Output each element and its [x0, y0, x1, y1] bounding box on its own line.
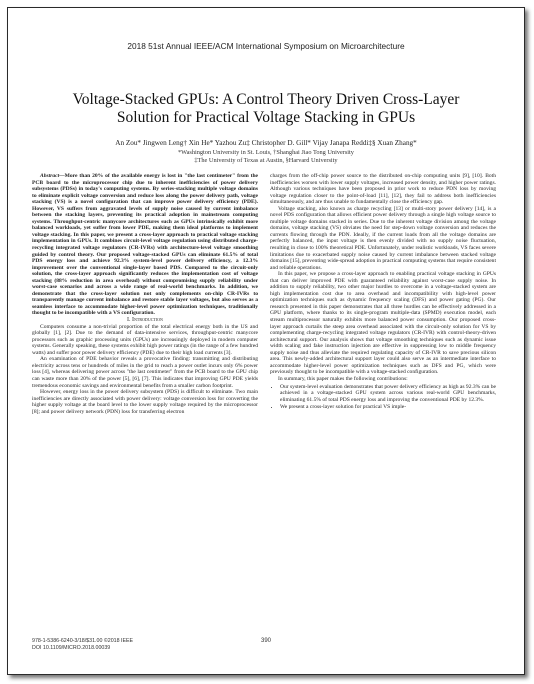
list-item: • We present a cross-layer solution for practical VS imple- [280, 404, 496, 411]
abstract-label: Abstract [40, 173, 60, 179]
intro-paragraph-2: An examination of PDE behavior reveals a provocative finding: transmitting and distributing electricity across tens or hundreds of miles in the grid to reach a power outlet incurs only 6% power loss [4], whereas delivering power across "the last centimeter" from the PCB board to the GPU chip can waste more than 20% of the power [5], [6], [7]. This indicates that improving GPU PDE yields tremendous economic savings and environmental benefits from a smaller carbon footprint. [32, 356, 258, 389]
paper-page [7, 7, 525, 675]
author-list: An Zou* Jingwen Leng† Xin He* Yazhou Zu‡ Christopher D. Gill* Vijay Janapa Reddi‡§ Xuan Zhang* [115, 139, 417, 147]
intro-paragraph-4: charges from the off-chip power source to the distributed on-chip computing units [9], [10]. Both inefficiencies worsen with lower supply voltages, increased power density, and higher power ratings. Although various techniques have been proposed in prior work to reduce PDN loss by moving voltage regulation closer to the point-of-load [11], [12], they fail to address both inefficiencies simultaneously, and are thus unable to fundamentally close the efficiency gap. [270, 173, 496, 206]
left-column [32, 173, 258, 415]
intro-paragraph-5: Voltage stacking, also known as charge recycling [13] or multi-story power delivery [14], is a novel PDS configuration that allows efficient power delivery through a single high voltage source to multiple voltage domains stacked in series. Due to the inherent voltage division among the voltage domains, voltage stacking (VS) obviates the need for step-down voltage conversion and reduces the currents flowing through the PDN. Ideally, if the current loads from all the voltage domains are perfectly balanced, the input voltage is then evenly divided with no supply noise fluctuation, resulting in close to 100% theoretical PDE. Unfortunately, under realistic workloads, VS faces severe limitations due to exacerbated supply noise caused by current imbalance between stacked voltage domains [15], preventing wide-spread adoption in practical computing systems that require consistent and reliable operations. [270, 205, 496, 271]
right-column [270, 173, 496, 412]
abstract [32, 173, 258, 317]
intro-paragraph-7: In summary, this paper makes the following contributions: [278, 375, 408, 382]
list-item: • Our system-level evaluation demonstrates that power delivery efficiency as high as 92.3% can be achieved in a voltage-stacked GPU system across various real-world GPU benchmarks, eliminating 61.5% of total PDS energy loss and improving the conventional PDE by 12.3%. [280, 384, 496, 404]
page-number: 390 [260, 638, 271, 644]
conference-header: 2018 51st Annual IEEE/ACM International Symposium on Microarchitecture [127, 41, 405, 51]
affiliation-line-1: *Washington University in St. Louis, †Shanghai Jiao Tong University [178, 149, 354, 156]
affiliation-line-2: ‡The University of Texas at Austin, §Harvard University [194, 157, 338, 164]
intro-paragraph-3: However, energy loss in the power delivery subsystem (PDS) is difficult to eliminate. Two main inefficiencies are directly associated with power delivery: voltage conversion loss for converting the higher supply voltage at the board level to the lower supply voltage required by the microprocessor [8]; and power delivery network (PDN) loss for transferring electron [32, 389, 258, 415]
section-heading-introduction: I. Introduction [127, 317, 163, 324]
title-line-2: Solution for Practical Voltage Stacking in GPUs [116, 109, 416, 126]
isbn-line: 978-1-5386-6240-3/18/$31.00 ©2018 IEEE [32, 638, 134, 644]
abstract-text: —More than 20% of the available energy is lost in "the last centimeter" from the PCB board to the microprocessor chip due to inherent inefficiencies of power delivery subsystems (PDSs) in today's computing systems. By series-stacking multiple voltage domains to eliminate explicit voltage conversion and reduce loss along the power delivery path, voltage stacking (VS) is a novel configuration that can improve power delivery efficiency (PDE). However, VS suffers from aggravated levels of supply noise caused by current imbalance between the stacking layers, preventing its practical adoption in mainstream computing systems. Throughput-centric manycore architectures such as GPUs intrinsically exhibit more balanced workloads, yet suffer from lower PDE, making them ideal platforms to implement voltage stacking. In this paper, we present a cross-layer approach to practical voltage stacking implementation in GPUs. It combines circuit-level voltage regulation using distributed charge-recycling integrated voltage regulators (CR-IVRs) with architecture-level voltage smoothing guided by control theory. Our proposed voltage-stacked GPUs can eliminate 61.5% of total PDS energy loss and achieve 92.3% system-level power delivery efficiency, a 12.3% improvement over the conventional single-layer based PDS. Compared to the circuit-only solution, the cross-layer approach significantly reduces the implementation cost of voltage stacking (88% reduction in area overhead) without compromising supply reliability under worst-case scenarios and across a wide range of real-world benchmarks. In addition, we demonstrate that the cross-layer solution not only complements on-chip CR-IVRs to transparently manage current imbalance and restore stable layer voltages, but also serves as a seamless interface to accommodate higher-level power optimization techniques, traditionally thought to be incompatible with a VS configuration. [32, 173, 258, 317]
intro-paragraph-1: Computers consume a non-trivial proportion of the total electrical energy both in the US and globally [1], [2]. Due to the demand of data-intensive services, throughput-centric manycore processors such as graphic processing units (GPUs) are increasingly deployed in modern computer systems. Generally speaking, these systems exhibit high power ratings (in the range of a few hundred watts) and suffer poor power delivery efficiency (PDE) due to their high load currents [3]. [32, 323, 258, 356]
intro-paragraph-6: In this paper, we propose a cross-layer approach to enabling practical voltage stacking in GPUs that can deliver improved PDE with guaranteed reliability against worst-case supply noise. In addition to supply reliability, two other major hurdles to overcome in a voltage-stacked system are high implementation cost due to area overhead and incompatibility with high-level power optimization techniques such as dynamic frequency scaling (DFS) and power gating (PG). Our research presented in this paper demonstrates that all three hurdles can be effectively addressed in a GPU platform, where thanks to its single-program multiple-data (SPMD) execution model, each stream multiprocessor naturally exhibits more balanced power consumption. Our proposed cross-layer approach curtails the steep area overhead associated with the circuit-only solution for VS by complementing charge-recycling integrated voltage regulators (CR-IVR) with control-theory-driven architectural support. Our analysis shows that voltage smoothing techniques such as dynamic issue width scaling and fake instruction injection are effective in suppressing low to middle frequency supply noise and thus alleviate the required regulating capacity of CR-IVR to save precious silicon area. This newly-added architectural support layer could also serve as an intermediate interface to accommodate higher-level power optimization techniques such as DFS and PG, which were previously thought to be incompatible with a voltage-stacked configuration. [270, 271, 496, 376]
paper-title [48, 91, 484, 127]
contribution-list [270, 384, 496, 411]
doi-line: DOI 10.1109/MICRO.2018.00039 [32, 644, 111, 651]
title-line-1: Voltage-Stacked GPUs: A Control Theory Driven Cross-Layer [72, 91, 460, 108]
